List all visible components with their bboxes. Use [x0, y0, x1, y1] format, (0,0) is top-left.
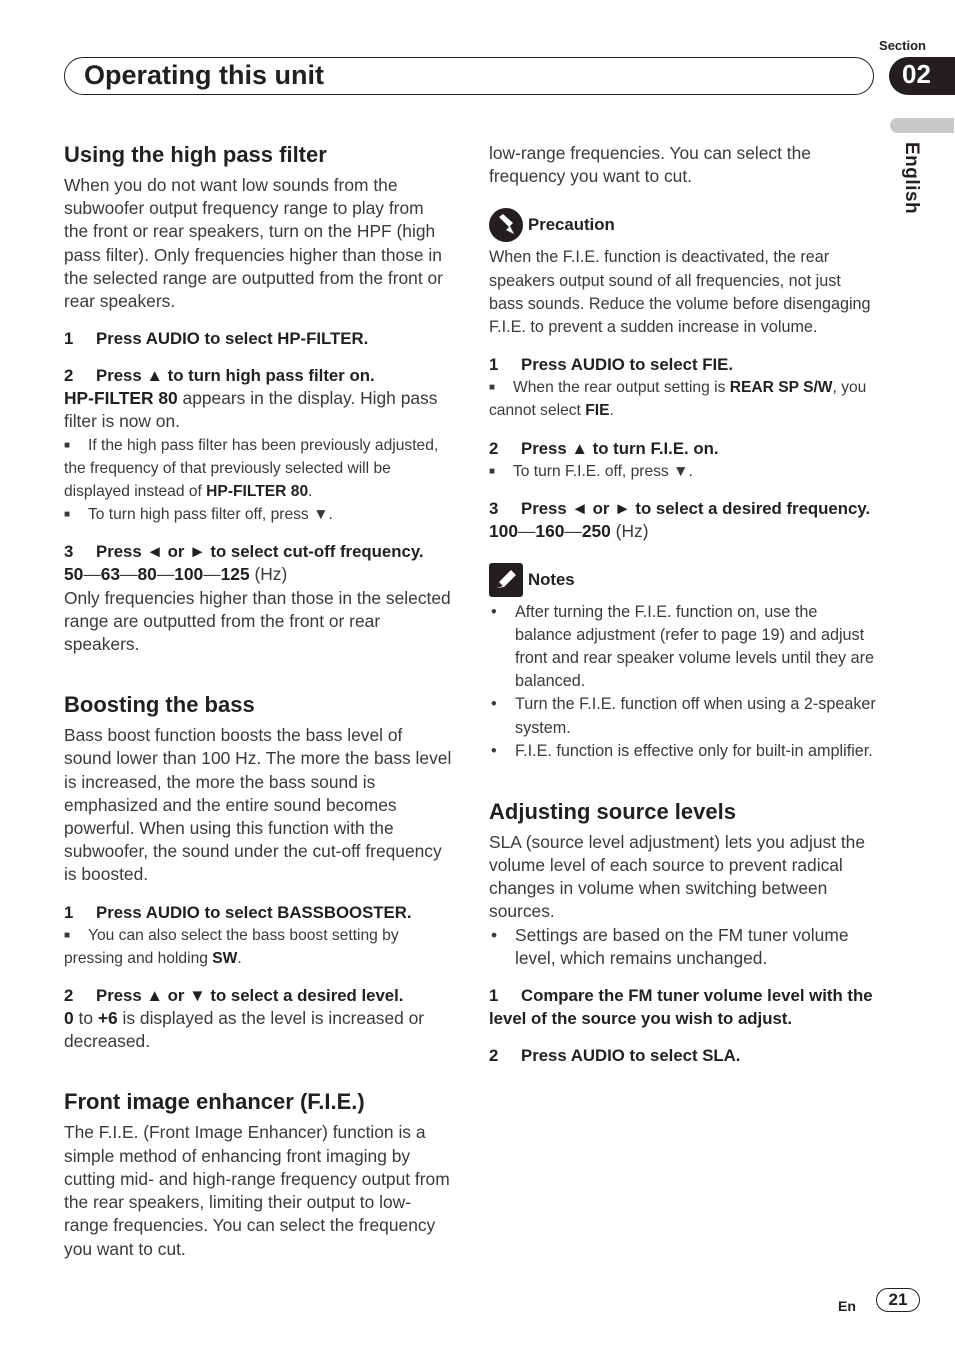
hpf-step-3: 3 Press ◄ or ► to select cut-off frequency.: [64, 542, 424, 562]
language-tab: [890, 118, 954, 133]
language-label: English: [901, 142, 922, 215]
section-label: Section: [879, 38, 926, 53]
hpf-step-3-body: Only frequencies higher than those in the selected range are outputted from the front or rear speakers.: [64, 587, 451, 655]
fie-intro: The F.I.E. (Front Image Enhancer) function is a simple method of enhancing front imaging by cutting mid- and high-range frequency output from the rear speakers, limiting their output to low-range frequencies. You can select the frequency you want to cut.: [64, 1122, 450, 1259]
bass-step-2: 2 Press ▲ or ▼ to select a desired level.: [64, 986, 404, 1006]
hpf-heading: Using the high pass filter: [64, 142, 327, 167]
right-column: [489, 142, 877, 1067]
fie-step-1: 1 Press AUDIO to select FIE.: [489, 355, 734, 375]
fie-heading: Front image enhancer (F.I.E.): [64, 1089, 365, 1115]
notes-label: Notes: [528, 570, 575, 590]
sla-bullet: • Settings are based on the FM tuner volume level, which remains unchanged.: [491, 924, 849, 968]
bass-heading: Boosting the bass: [64, 692, 255, 718]
fie-step-3: 3 Press ◄ or ► to select a desired frequency.: [489, 498, 871, 518]
sla-heading: Adjusting source levels: [489, 798, 736, 824]
notes-header: [489, 563, 877, 597]
sla-step-1: 1 Compare the FM tuner volume level with the level of the source you wish to adjust.: [489, 985, 873, 1028]
hpf-note-1: ■ If the high pass filter has been previously adjusted, the frequency of that previously selected will be displayed instead of HP-FILTER 80.: [64, 436, 439, 501]
sla-step-2: 2 Press AUDIO to select SLA.: [489, 1045, 741, 1065]
page-number: 21: [876, 1288, 920, 1312]
hpf-intro: When you do not want low sounds from the subwoofer output frequency range to play from the front or rear speakers, turn on the HPF (high pass filter). Only frequencies higher than those in the selected range are outputted from the front or rear speakers.: [64, 175, 443, 312]
precaution-label: Precaution: [528, 215, 615, 235]
bass-intro: Bass boost function boosts the bass level of sound lower than 100 Hz. The more the bass level is increased, the more the bass sound is emphasized and the entire sound becomes powerful. When using this function with the subwoofer, the sound under the cut-off frequency is boosted.: [64, 725, 452, 885]
precaution-text: When the F.I.E. function is deactivated, the rear speakers output sound of all frequencies, not just bass sounds. Reduce the volume before disengaging F.I.E. to prevent a sudden increase in volume.: [489, 248, 871, 337]
bass-note-1: ■ You can also select the bass boost setting by pressing and holding SW.: [64, 926, 399, 967]
hpf-note-2: ■ To turn high pass filter off, press ▼.: [64, 506, 333, 524]
left-column: [64, 142, 452, 1259]
fie-note-2: ■ To turn F.I.E. off, press ▼.: [489, 462, 693, 480]
fie-intro-continued: low-range frequencies. You can select the frequency you want to cut.: [489, 143, 811, 187]
hpf-step-1: 1 Press AUDIO to select HP-FILTER.: [64, 329, 369, 349]
section-number-badge: 02: [889, 57, 955, 95]
page-title: Operating this unit: [84, 60, 324, 90]
sla-intro: SLA (source level adjustment) lets you adjust the volume level of each source to prevent radical changes in volume when switching between sources.: [489, 831, 866, 922]
hpf-freq-list: 50—63—80—100—125 (Hz): [64, 564, 288, 585]
footer-language: En: [838, 1298, 856, 1314]
fie-note-1: ■ When the rear output setting is REAR SP S/W, you cannot select FIE.: [489, 379, 867, 420]
fie-note-item: • Turn the F.I.E. function off when using a 2-speaker system.: [491, 695, 876, 737]
precaution-header: [489, 208, 877, 242]
hpf-step-2: 2 Press ▲ to turn high pass filter on.: [64, 366, 375, 386]
bass-range: 0 to +6 is displayed as the level is increased or decreased.: [64, 1008, 425, 1052]
precaution-icon: [489, 208, 523, 242]
fie-note-item: • After turning the F.I.E. function on, use the balance adjustment (refer to page 19) and adjust front and rear speaker volume levels until they are balanced.: [491, 603, 875, 691]
fie-note-item: • F.I.E. function is effective only for built-in amplifier.: [491, 741, 873, 760]
pencil-icon: [489, 563, 523, 597]
hpf-step-2-body: HP-FILTER 80 appears in the display. High pass filter is now on.: [64, 388, 438, 432]
bass-step-1: 1 Press AUDIO to select BASSBOOSTER.: [64, 902, 412, 922]
fie-freq-list: 100—160—250 (Hz): [489, 520, 649, 541]
fie-step-2: 2 Press ▲ to turn F.I.E. on.: [489, 438, 719, 458]
